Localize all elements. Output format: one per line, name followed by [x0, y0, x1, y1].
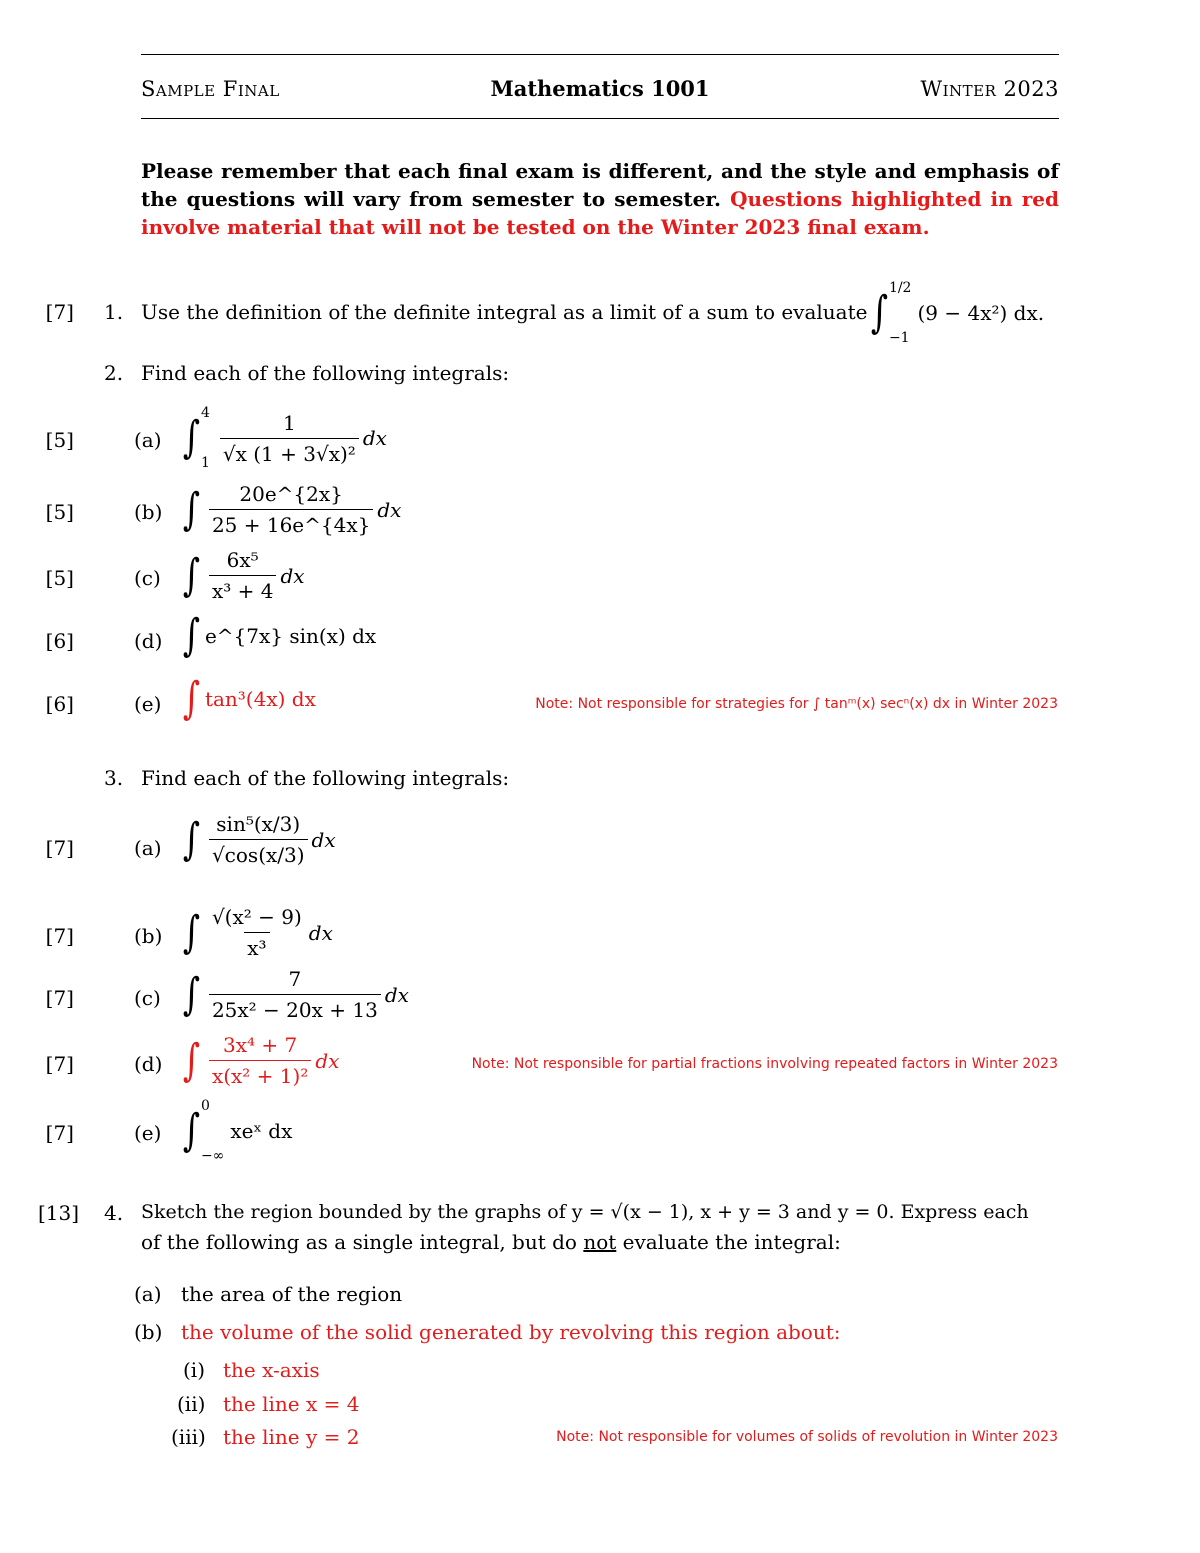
q3a-numerator: sin⁵(x/3) [216, 812, 301, 836]
integral-sign: ∫ [182, 1105, 201, 1156]
header-center: Mathematics 1001 [490, 76, 710, 101]
q2a-numerator: 1 [282, 410, 296, 435]
q3a-dx: dx [311, 827, 336, 852]
q3a-marks: [7] [45, 836, 74, 860]
q3e-label: (e) [134, 1121, 162, 1145]
q2b-fraction [209, 482, 373, 537]
integral-sign: ∫ [182, 549, 201, 601]
q4b-ii-text: the line x = 4 [223, 1392, 360, 1416]
q3c-numerator: 7 [288, 967, 302, 991]
q3a-fraction [209, 812, 308, 867]
q2c-dx: dx [280, 563, 305, 588]
q2a-dx: dx [362, 426, 387, 450]
q2a-lower: 1 [200, 455, 210, 471]
q3e-expression: xeˣ dx [230, 1119, 293, 1143]
q3e-integral [180, 1098, 292, 1164]
q4b-iii-label: (iii) [171, 1425, 206, 1449]
q3c-label: (c) [134, 986, 161, 1010]
integral-sign: ∫ [182, 610, 201, 661]
q3-note: Note: Not responsible for partial fractions involving repeated factors in Winter 2023 [471, 1056, 1058, 1072]
q3c-dx: dx [384, 982, 409, 1007]
q3d-dx: dx [315, 1048, 340, 1073]
q2c-fraction [209, 548, 277, 603]
integral-sign: ∫ [182, 483, 201, 535]
q2c-denominator: x³ + 4 [209, 575, 277, 603]
q4-line2 [141, 1230, 841, 1254]
q2b-denominator: 25 + 16e^{4x} [209, 509, 373, 537]
q3d-denominator: x(x² + 1)² [209, 1060, 311, 1088]
intro-text: Please remember that each final exam is different, and the style and emphasis of the questions will vary from semester to semester. [141, 159, 1059, 211]
q3b-marks: [7] [45, 924, 74, 948]
q4-marks: [13] [38, 1201, 80, 1225]
q4-line1: Sketch the region bounded by the graphs of y = √(x − 1), x + y = 3 and y = 0. Express each [141, 1201, 1029, 1223]
q2-text: Find each of the following integrals: [141, 361, 510, 385]
q2c-label: (c) [134, 566, 161, 590]
q3d-integral [180, 1033, 339, 1088]
q2c-integral [180, 548, 305, 603]
q3e-upper: 0 [200, 1098, 210, 1114]
header-left: Sample Final [141, 77, 280, 101]
q3c-denominator: 25x² − 20x + 13 [209, 994, 381, 1022]
q4a-text: the area of the region [181, 1282, 403, 1306]
integral-sign: ∫ [870, 287, 889, 338]
q4-note: Note: Not responsible for volumes of solids of revolution in Winter 2023 [556, 1429, 1058, 1445]
q4b-label: (b) [134, 1320, 163, 1344]
q2e-label: (e) [134, 692, 162, 716]
q2-number: 2. [104, 361, 124, 385]
q4b-i-text: the x-axis [223, 1358, 320, 1382]
q2b-numerator: 20e^{2x} [239, 482, 343, 506]
q2d-label: (d) [134, 629, 163, 653]
q2b-label: (b) [134, 500, 163, 524]
integral-sign: ∫ [182, 412, 201, 463]
q3d-label: (d) [134, 1052, 163, 1076]
q3b-label: (b) [134, 924, 163, 948]
q4b-i-label: (i) [183, 1358, 206, 1382]
integral-sign: ∫ [182, 968, 201, 1020]
header-top-rule [141, 54, 1059, 55]
q1-lower-limit: −1 [888, 330, 910, 346]
integral-sign: ∫ [182, 906, 201, 958]
q2c-numerator: 6x⁵ [226, 548, 259, 572]
q2d-marks: [6] [45, 629, 74, 653]
q4-line2-pre: of the following as a single integral, but do [141, 1230, 577, 1254]
q1-upper-limit: 1/2 [888, 280, 912, 296]
q3c-marks: [7] [45, 986, 74, 1010]
header-bottom-rule [141, 118, 1059, 119]
q1-marks: [7] [45, 300, 74, 324]
q4-number: 4. [104, 1201, 124, 1225]
q4b-text: the volume of the solid generated by revolving this region about: [181, 1320, 841, 1344]
q4-line2-underlined: not [583, 1230, 617, 1254]
q3b-fraction [209, 905, 305, 960]
q3b-integral [180, 905, 333, 960]
q3b-denominator: x³ [244, 932, 269, 960]
q4b-iii-text: the line y = 2 [223, 1425, 360, 1449]
q2a-fraction [220, 411, 359, 466]
q3e-marks: [7] [45, 1121, 74, 1145]
integral-sign: ∫ [182, 1034, 201, 1086]
q2a-label: (a) [134, 428, 162, 452]
q2b-integral [180, 482, 401, 537]
q3-number: 3. [104, 766, 124, 790]
q2d-integral [180, 610, 377, 661]
q3-text: Find each of the following integrals: [141, 766, 510, 790]
q3b-dx: dx [308, 920, 333, 945]
q1-number: 1. [104, 300, 124, 324]
q2-note: Note: Not responsible for strategies for ∫ tanᵐ(x) secⁿ(x) dx in Winter 2023 [535, 696, 1058, 712]
q2a-denominator: √x (1 + 3√x)² [220, 438, 359, 466]
header-right: Winter 2023 [920, 77, 1059, 101]
q4a-label: (a) [134, 1282, 162, 1306]
q2a-marks: [5] [45, 428, 74, 452]
q3b-numerator: √(x² − 9) [211, 905, 302, 929]
q3e-lower: −∞ [200, 1148, 225, 1164]
q2e-expression: tan³(4x) dx [204, 687, 316, 711]
q3d-fraction [209, 1033, 311, 1088]
q2e-marks: [6] [45, 692, 74, 716]
q3a-label: (a) [134, 836, 162, 860]
q4b-ii-label: (ii) [177, 1392, 206, 1416]
q2a-integral [180, 405, 387, 471]
integral-sign: ∫ [182, 813, 201, 865]
q3a-denominator: √cos(x/3) [209, 839, 308, 867]
q2a-upper: 4 [200, 405, 210, 421]
intro-paragraph [141, 157, 1059, 241]
q2b-marks: [5] [45, 500, 74, 524]
q3c-integral [180, 967, 409, 1022]
q2b-dx: dx [377, 497, 402, 522]
integral-sign: ∫ [182, 673, 201, 724]
q2e-integral [180, 673, 316, 724]
q4-line2-post: evaluate the integral: [622, 1230, 841, 1254]
q3d-numerator: 3x⁴ + 7 [223, 1033, 298, 1057]
q1-text: Use the definition of the definite integral as a limit of a sum to evaluate [141, 300, 868, 324]
q1-integral [868, 280, 1044, 346]
q3d-marks: [7] [45, 1052, 74, 1076]
q2c-marks: [5] [45, 566, 74, 590]
intro-red-text: Questions highlighted in red involve material that will not be tested on the Winter 2023 final exam. [141, 187, 1059, 239]
q3a-integral [180, 812, 336, 867]
q1-integrand: (9 − 4x²) dx. [917, 301, 1045, 325]
q2d-expression: e^{7x} sin(x) dx [204, 624, 377, 648]
q3c-fraction [209, 967, 381, 1022]
